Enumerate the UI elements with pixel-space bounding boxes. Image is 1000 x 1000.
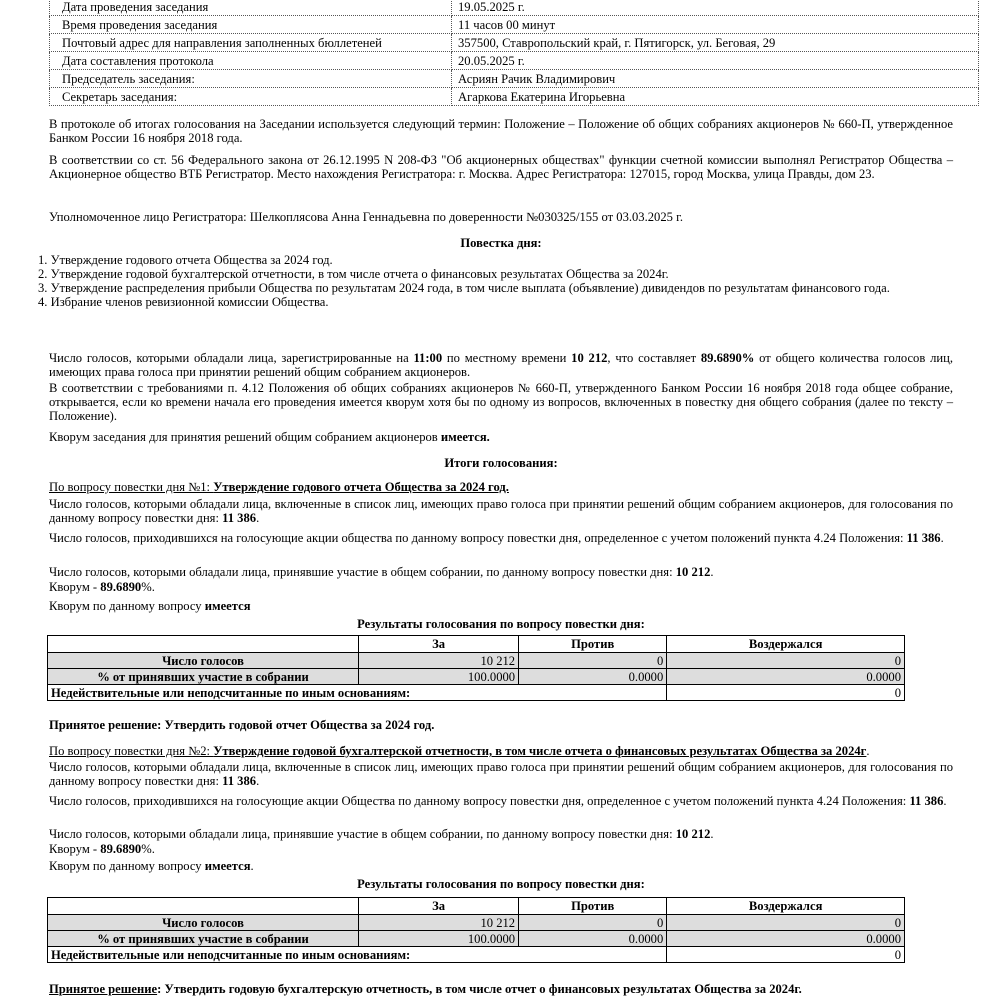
intro-terms: В протоколе об итогах голосования на Заседании используется следующий термин: Положение – Положение об общих собраниях акционеров № 660-П, утвержденное Банком России 16 ноября 2018 года. (49, 117, 953, 145)
info-row (50, 16, 979, 34)
q2-decision: Принятое решение: Утвердить годовую бухгалтерскую отчетность, в том числе отчет о финансовых результатах Общества за 2024г. (49, 982, 802, 996)
agenda-item: 1. Утверждение годового отчета Общества за 2024 год. (38, 253, 333, 267)
q1-table-title: Результаты голосования по вопросу повестки дня: (357, 617, 645, 631)
invalid-value: 0 (667, 685, 905, 701)
intro-authorized: Уполномоченное лицо Регистратора: Шелкоплясова Анна Геннадьевна по доверенности №030325/155 от 03.03.2025 г. (49, 210, 683, 224)
row-votes-label: Число голосов (48, 915, 359, 931)
row-votes-label: Число голосов (48, 653, 359, 669)
q2-vote-table (47, 897, 905, 963)
invalid-value: 0 (667, 947, 905, 963)
header-for: За (359, 898, 519, 915)
info-row (50, 88, 979, 106)
info-value: Асриян Рачик Владимирович (452, 70, 979, 88)
votes-for: 10 212 (359, 653, 519, 669)
q2-participants: Число голосов, которыми обладали лица, принявшие участие в общем собрании, по данному вопросу повестки дня: 10 212. (49, 827, 714, 841)
votes-against: 0 (519, 653, 667, 669)
agenda-title: Повестка дня: (460, 236, 542, 250)
row-percent-label: % от принявших участие в собрании (48, 669, 359, 685)
header-against: Против (519, 636, 667, 653)
votes-for: 10 212 (359, 915, 519, 931)
votes-against: 0 (519, 915, 667, 931)
quorum-requirements: В соответствии с требованиями п. 4.12 Положения об общих собраниях акционеров № 660-П, утвержденного Банком России 16 ноября 2018 года общее собрание, открывается, если ко времени начала его проведения имеется кворум хотя бы по одному из вопросов, включенных в повестку дня общего собрания (далее по тексту – Положение). (49, 381, 953, 423)
results-title: Итоги голосования: (444, 456, 558, 470)
header-abstain: Воздержался (667, 898, 905, 915)
invalid-label: Недействительные или неподсчитанные по иным основаниям: (48, 947, 667, 963)
info-label: Председатель заседания: (50, 70, 452, 88)
q1-list-votes: Число голосов, которыми обладали лица, включенные в список лиц, имеющих право голоса при принятии решений общим собранием акционеров, для голосования по данному вопросу повестки дня: 11 386. (49, 497, 953, 525)
info-value: 19.05.2025 г. (452, 0, 979, 16)
q2-table-title: Результаты голосования по вопросу повестки дня: (357, 877, 645, 891)
info-row (50, 0, 979, 16)
header-for: За (359, 636, 519, 653)
percent-abstain: 0.0000 (667, 931, 905, 947)
votes-abstain: 0 (667, 653, 905, 669)
info-value: 20.05.2025 г. (452, 52, 979, 70)
intro-registrar: В соответствии со ст. 56 Федерального закона от 26.12.1995 N 208-ФЗ "Об акционерных обществах" функции счетной комиссии выполнял Регистратор Общества – Акционерное общество ВТБ Регистратор. Место нахождения Регистратора: г. Москва. Адрес Регистратора: 127015, город Москва, улица Правды, дом 23. (49, 153, 953, 181)
header-abstain: Воздержался (667, 636, 905, 653)
agenda-item: 4. Избрание членов ревизионной комиссии Общества. (38, 295, 329, 309)
q1-quorum-status: Кворум по данному вопросу имеется (49, 599, 251, 613)
row-percent-label: % от принявших участие в собрании (48, 931, 359, 947)
info-value: Агаркова Екатерина Игорьевна (452, 88, 979, 106)
info-row (50, 70, 979, 88)
agenda-item: 3. Утверждение распределения прибыли Общества по результатам 2024 года, в том числе выплата (объявление) дивидендов по результатам финансового года. (38, 281, 890, 295)
percent-abstain: 0.0000 (667, 669, 905, 685)
q2-quorum-status: Кворум по данному вопросу имеется. (49, 859, 254, 873)
q1-quorum: Кворум - 89.6890%. (49, 580, 155, 594)
info-label: Время проведения заседания (50, 16, 452, 34)
header-against: Против (519, 898, 667, 915)
agenda-item: 2. Утверждение годовой бухгалтерской отчетности, в том числе отчета о финансовых результатах Общества за 2024г. (38, 267, 669, 281)
percent-for: 100.0000 (359, 931, 519, 947)
q1-voting-shares: Число голосов, приходившихся на голосующие акции общества по данному вопросу повестки дня, определенное с учетом положений пункта 4.24 Положения: 11 386. (49, 531, 944, 545)
q1-vote-table (47, 635, 905, 701)
info-label: Почтовый адрес для направления заполненных бюллетеней (50, 34, 452, 52)
info-row (50, 52, 979, 70)
meeting-info-table (49, 0, 979, 106)
q1-participants: Число голосов, которыми обладали лица, принявшие участие в общем собрании, по данному вопросу повестки дня: 10 212. (49, 565, 714, 579)
info-value: 357500, Ставропольский край, г. Пятигорск, ул. Беговая, 29 (452, 34, 979, 52)
q1-decision: Принятое решение: Утвердить годовой отчет Общества за 2024 год. (49, 718, 435, 732)
percent-against: 0.0000 (519, 669, 667, 685)
info-value: 11 часов 00 минут (452, 16, 979, 34)
info-label: Дата составления протокола (50, 52, 452, 70)
q2-quorum: Кворум - 89.6890%. (49, 842, 155, 856)
percent-for: 100.0000 (359, 669, 519, 685)
quorum-registered: Число голосов, которыми обладали лица, зарегистрированные на 11:00 по местному времени 10 212, что составляет 89.6890% от общего количества голосов лиц, имеющих права голоса при принятии решений общим собранием акционеров. (49, 351, 953, 379)
quorum-status: Кворум заседания для принятия решений общим собранием акционеров имеется. (49, 430, 490, 444)
votes-abstain: 0 (667, 915, 905, 931)
info-label: Секретарь заседания: (50, 88, 452, 106)
q2-heading: По вопросу повестки дня №2: Утверждение годовой бухгалтерской отчетности, в том числе отчета о финансовых результатах Общества за 2024г. (49, 744, 870, 758)
info-label: Дата проведения заседания (50, 0, 452, 16)
q2-voting-shares: Число голосов, приходившихся на голосующие акции Общества по данному вопросу повестки дня, определенное с учетом положений пункта 4.24 Положения: 11 386. (49, 794, 947, 808)
invalid-label: Недействительные или неподсчитанные по иным основаниям: (48, 685, 667, 701)
percent-against: 0.0000 (519, 931, 667, 947)
info-row (50, 34, 979, 52)
q2-list-votes: Число голосов, которыми обладали лица, включенные в список лиц, имеющих право голоса при принятии решений общим собранием акционеров, для голосования по данному вопросу повестки дня: 11 386. (49, 760, 953, 788)
q1-heading: По вопросу повестки дня №1: Утверждение годового отчета Общества за 2024 год. (49, 480, 509, 494)
agenda-list (38, 253, 952, 309)
